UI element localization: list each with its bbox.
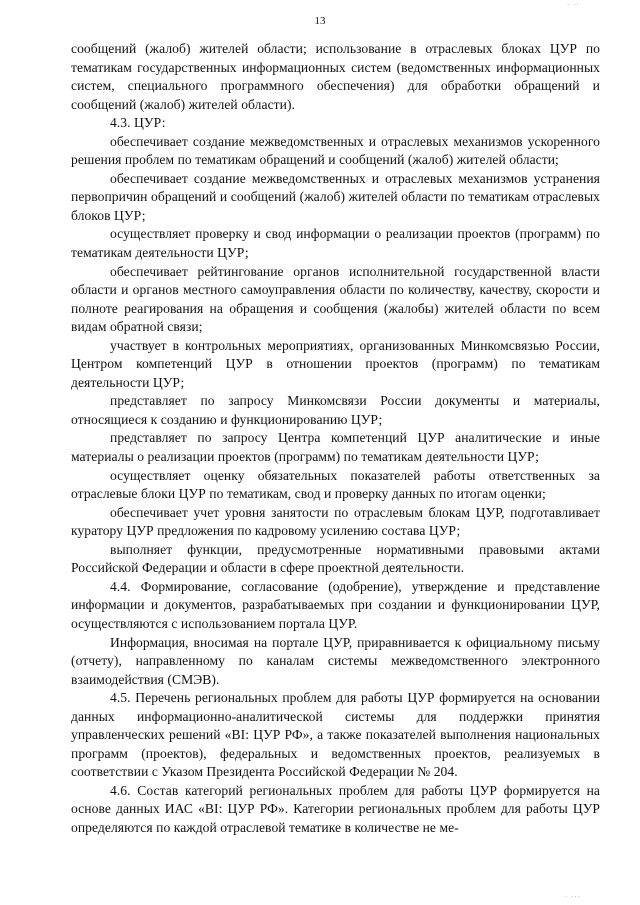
paragraph: осуществляет оценку обязательных показателей работы ответственных за отраслевые блоки ЦУР по тематикам, свод и проверку данных по итогам оценки; [71,467,600,502]
scan-corner-mark-top: · ·· [567,1,580,9]
paragraph-continuation: сообщений (жалоб) жителей области; использование в отраслевых блоках ЦУР по тематикам государственных информационных систем (ведомственных информационных систем, специального программного обеспечения) для обработки обращений и сообщений (жалоб) жителей области). [71,41,600,112]
paragraph: представляет по запросу Минкомсвязи России документы и материалы, относящиеся к созданию и функционированию ЦУР; [71,393,600,427]
section-heading-4-3: 4.3. ЦУР: [110,115,166,131]
paragraph: обеспечивает создание межведомственных и отраслевых механизмов ускоренного решения проблем по тематикам обращений и сообщений (жалоб) жителей области; [71,133,600,168]
paragraph: обеспечивает создание межведомственных и отраслевых механизмов устранения первопричин обращений и сообщений (жалоб) жителей области по тематикам отраслевых блоков ЦУР; [71,170,600,223]
scan-corner-mark-bottom: · ··· [565,893,582,901]
page-number: 13 [314,15,326,27]
paragraph: выполняет функции, предусмотренные нормативными правовыми актами Российской Федерации и области в сфере проектной деятельности. [71,541,600,576]
document-body [71,40,600,838]
paragraph: участвует в контрольных мероприятиях, организованных Минкомсвязью России, Центром компетенций ЦУР в отношении проектов (программ) по тематикам деятельности ЦУР; [71,337,600,390]
paragraph: представляет по запросу Центра компетенций ЦУР аналитические и иные материалы о реализации проектов (программ) по тематикам деятельности ЦУР; [71,430,600,465]
section-4-5: 4.5. Перечень региональных проблем для работы ЦУР формируется на основании данных информационно-аналитической системы для поддержки принятия управленческих решений «BI: ЦУР РФ», а также показателей выполнения национальных программ (проектов), федеральных и ведомственных проектов, реализуемых в соответствии с Указом Президента Российской Федерации № 204. [71,690,600,780]
paragraph: обеспечивает учет уровня занятости по отраслевым блокам ЦУР, подготавливает куратору ЦУР предложения по кадровому усилению состава ЦУР; [71,504,600,539]
paragraph: Информация, вносимая на портале ЦУР, приравнивается к официальному письму (отчету), направленному по каналам системы межведомственного электронного взаимодействия (СМЭВ). [71,634,600,687]
paragraph: обеспечивает рейтингование органов исполнительной государственной власти области и органов местного самоуправления области по количеству, качеству, скорости и полноте реагирования на обращения и сообщения (жалобы) жителей области по всем видам обратной связи; [71,263,600,335]
section-4-4: 4.4. Формирование, согласование (одобрение), утверждение и представление информации и документов, разрабатываемых при создании и функционировании ЦУР, осуществляются с использованием портала ЦУР. [71,578,600,631]
section-4-6: 4.6. Состав категорий региональных проблем для работы ЦУР формируется на основе данных ИАС «BI: ЦУР РФ». Категории региональных проблем для работы ЦУР определяются по каждой отраслевой тематике в количестве не ме- [71,782,600,835]
paragraph: осуществляет проверку и свод информации о реализации проектов (программ) по тематикам деятельности ЦУР; [71,226,600,261]
